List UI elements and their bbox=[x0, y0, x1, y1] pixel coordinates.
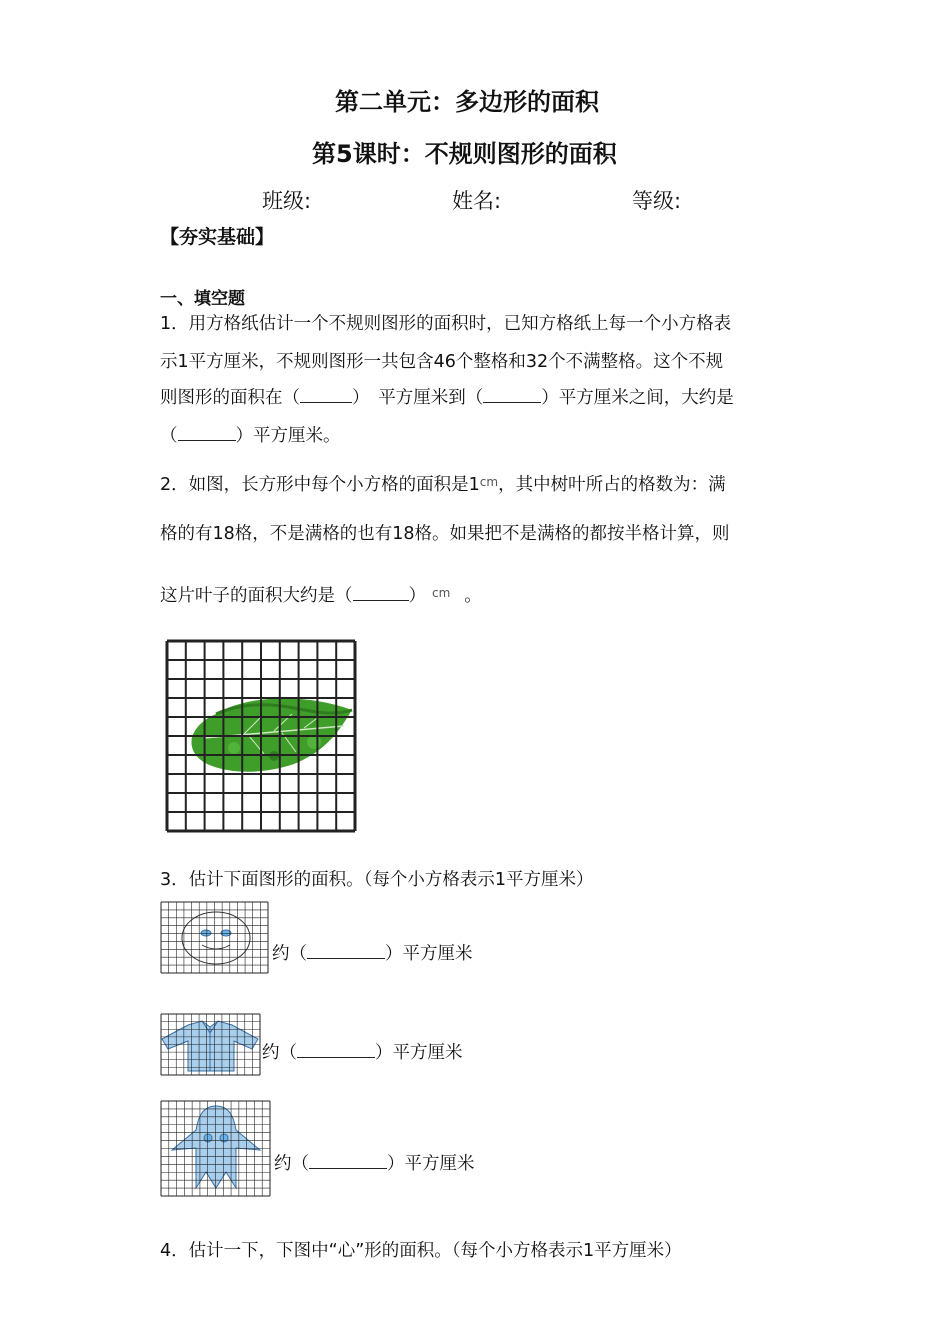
q3b-answer-prefix: 约（ bbox=[262, 1043, 297, 1063]
q2-unit-cm-2: cm bbox=[432, 586, 451, 600]
unit-title: 第二单元：多边形的面积 bbox=[335, 88, 599, 116]
q1-line1: 1．用方格纸估计一个不规则图形的面积时，已知方格纸上每一个小方格表 bbox=[160, 314, 732, 334]
ghost-grid-lines bbox=[161, 1101, 270, 1196]
q3b-answer bbox=[262, 1039, 463, 1064]
face-shape bbox=[182, 912, 250, 964]
q2-line1 bbox=[160, 471, 726, 496]
q1-line4 bbox=[160, 422, 341, 447]
ghost-grid-figure bbox=[160, 1100, 272, 1198]
q3c-answer-prefix: 约（ bbox=[274, 1154, 309, 1174]
q2-line3 bbox=[160, 582, 482, 607]
q1-blank-min[interactable] bbox=[300, 386, 352, 403]
q1-line2: 示1平方厘米，不规则图形一共包含46个整格和32个不满整格。这个不规 bbox=[160, 352, 724, 372]
section-title: 【夯实基础】 bbox=[160, 226, 275, 248]
class-label: 班级: bbox=[262, 189, 312, 213]
name-label: 姓名: bbox=[452, 189, 502, 213]
leaf-grid-figure bbox=[164, 638, 358, 834]
q3b-answer-suffix: ）平方厘米 bbox=[375, 1043, 463, 1063]
leaf-grid-lines bbox=[167, 641, 355, 831]
q3a-answer-prefix: 约（ bbox=[272, 944, 307, 964]
q1-blank-max[interactable] bbox=[483, 386, 541, 403]
face-grid-figure bbox=[160, 901, 270, 975]
q2-line1-text-a: 2．如图，长方形中每个小方格的面积是1 bbox=[160, 475, 480, 495]
q3a-blank[interactable] bbox=[307, 942, 385, 959]
q1-line3-text-b: ） 平方厘米到（ bbox=[352, 388, 484, 408]
q1-blank-approx[interactable] bbox=[178, 424, 236, 441]
q3c-answer-suffix: ）平方厘米 bbox=[387, 1154, 475, 1174]
q1-line4-text-b: ）平方厘米。 bbox=[235, 426, 341, 446]
q3a-answer-suffix: ）平方厘米 bbox=[385, 944, 473, 964]
jacket-grid-figure bbox=[160, 1013, 262, 1077]
grade-label: 等级: bbox=[632, 189, 682, 213]
q2-unit-cm: cm bbox=[479, 475, 499, 489]
q4-line1: 4．估计一下，下图中“心”形的面积。（每个小方格表示1平方厘米） bbox=[160, 1241, 682, 1261]
q2-blank-area[interactable] bbox=[353, 584, 409, 601]
q2-line3-text-b: ） bbox=[408, 586, 426, 606]
q3-line1: 3．估计下面图形的面积。（每个小方格表示1平方厘米） bbox=[160, 870, 594, 890]
q2-line2: 格的有18格，不是满格的也有18格。如果把不是满格的都按半格计算，则 bbox=[160, 524, 730, 544]
q3c-answer bbox=[274, 1150, 475, 1175]
q1-line3-text-a: 则图形的面积在（ bbox=[160, 388, 300, 408]
q2-line3-text-c: 。 bbox=[464, 586, 482, 606]
q2-line1-text-b: ，其中树叶所占的格数为：满 bbox=[498, 475, 726, 495]
q2-line3-text-a: 这片叶子的面积大约是（ bbox=[160, 586, 353, 606]
face-grid-lines bbox=[161, 902, 268, 973]
q1-line3 bbox=[160, 384, 734, 409]
q3b-blank[interactable] bbox=[297, 1041, 375, 1058]
part-title: 一、填空题 bbox=[160, 289, 245, 309]
q1-line4-text-a: （ bbox=[160, 426, 178, 446]
q1-line3-text-c: ）平方厘米之间，大约是 bbox=[541, 388, 734, 408]
q3a-answer bbox=[272, 940, 473, 965]
lesson-title: 第5课时：不规则图形的面积 bbox=[312, 140, 617, 168]
q3c-blank[interactable] bbox=[309, 1152, 387, 1169]
